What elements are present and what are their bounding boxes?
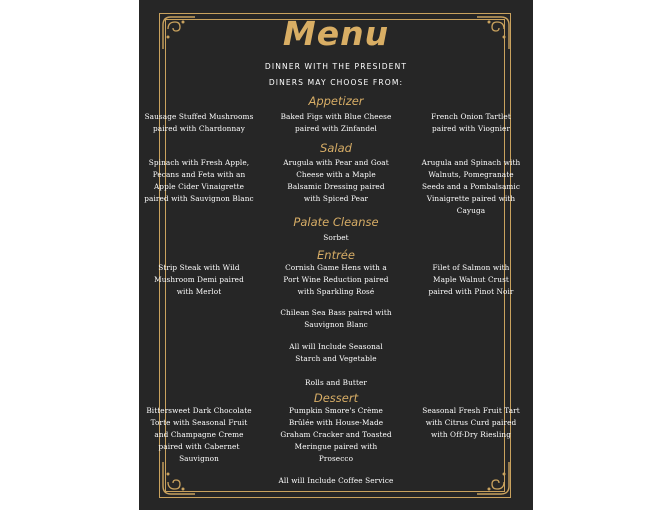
dessert-item-2-line-1: Pumpkin Smore's Crème [289,406,383,415]
section-heading-palate-cleanse: Palate Cleanse [293,215,379,229]
salad-item-2-line-4: with Spiced Pear [303,194,369,203]
entree-item-2-line-3: with Sparkling Rosé [297,287,375,296]
dessert-item-2-line-4: Meringue paired with [294,442,378,451]
menu-footer: All will Include Coffee Service [278,476,394,485]
salad-item-3-line-1: Arugula and Spinach with [421,158,521,167]
rolls-and-butter: Rolls and Butter [305,378,367,387]
dessert-item-1-line-4: paired with Cabernet [158,442,240,451]
dessert-item-3-line-1: Seasonal Fresh Fruit Tart [422,406,520,415]
section-heading-salad: Salad [320,141,352,155]
salad-item-3-line-5: Cayuga [456,206,486,215]
entree-note-line-2: Starch and Vegetable [295,354,377,363]
salad-item-3-line-3: Seeds and a Pombalsamic [421,182,521,191]
entree-item-1-line-3: with Merlot [176,287,222,296]
dessert-item-2-line-5: Prosecco [318,454,354,463]
menu-card [139,0,533,510]
dessert-item-2-line-2: Brûlée with House-Made [288,418,384,427]
entree-item-3-line-1: Filet of Salmon with [432,263,510,272]
appetizer-item-2-line-1: Baked Figs with Blue Cheese [280,112,392,121]
salad-item-1-line-4: paired with Sauvignon Blanc [144,194,254,203]
appetizer-item-1-line-2: paired with Chardonnay [153,124,245,133]
salad-item-1-line-3: Apple Cider Vinaigrette [153,182,245,191]
salad-item-1-line-2: Pecans and Feta with an [152,170,246,179]
dessert-item-1-line-2: Torte with Seasonal Fruit [150,418,248,427]
salad-item-3-line-4: Vinaigrette paired with [426,194,516,203]
salad-item-2-line-2: Cheese with a Maple [296,170,376,179]
entree-item-4-line-2: Sauvignon Blanc [304,320,368,329]
entree-item-1-line-2: Mushroom Demi paired [154,275,244,284]
entree-item-3-line-3: paired with Pinot Noir [428,287,514,296]
dessert-item-1-line-5: Sauvignon [179,454,219,463]
dessert-item-3-line-3: with Off-Dry Riesling [431,430,511,439]
entree-item-1-line-1: Strip Steak with Wild [158,263,240,272]
palate-cleanse-item: Sorbet [323,233,349,242]
menu-title: Menu [282,14,390,53]
salad-item-1-line-1: Spinach with Fresh Apple, [148,158,250,167]
section-heading-appetizer: Appetizer [308,94,364,108]
salad-item-3-line-2: Walnuts, Pomegranate [428,170,514,179]
appetizer-item-3-line-2: paired with Viognier [431,124,511,133]
dessert-item-2-line-3: Graham Cracker and Toasted [280,430,392,439]
appetizer-item-1-line-1: Sausage Stuffed Mushrooms [144,112,254,121]
dessert-item-1-line-3: and Champagne Creme [154,430,244,439]
appetizer-item-2-line-2: paired with Zinfandel [295,124,377,133]
entree-note-line-1: All will Include Seasonal [289,342,383,351]
entree-item-4-line-1: Chilean Sea Bass paired with [280,308,392,317]
section-heading-entree: Entrée [317,248,355,262]
dessert-item-3-line-2: with Citrus Curd paired [425,418,517,427]
menu-subtitle: DINNER WITH THE PRESIDENT [264,62,408,71]
salad-item-2-line-1: Arugula with Pear and Goat [283,158,389,167]
salad-item-2-line-3: Balsamic Dressing paired [287,182,385,191]
section-heading-dessert: Dessert [313,391,359,405]
entree-item-2-line-1: Cornish Game Hens with a [285,263,387,272]
appetizer-item-3-line-1: French Onion Tartlet [431,112,511,121]
entree-item-3-line-2: Maple Walnut Crust [433,275,509,284]
entree-item-2-line-2: Port Wine Reduction paired [283,275,389,284]
dessert-item-1-line-1: Bittersweet Dark Chocolate [146,406,252,415]
menu-subtitle-choose: DINERS MAY CHOOSE FROM: [268,78,404,87]
